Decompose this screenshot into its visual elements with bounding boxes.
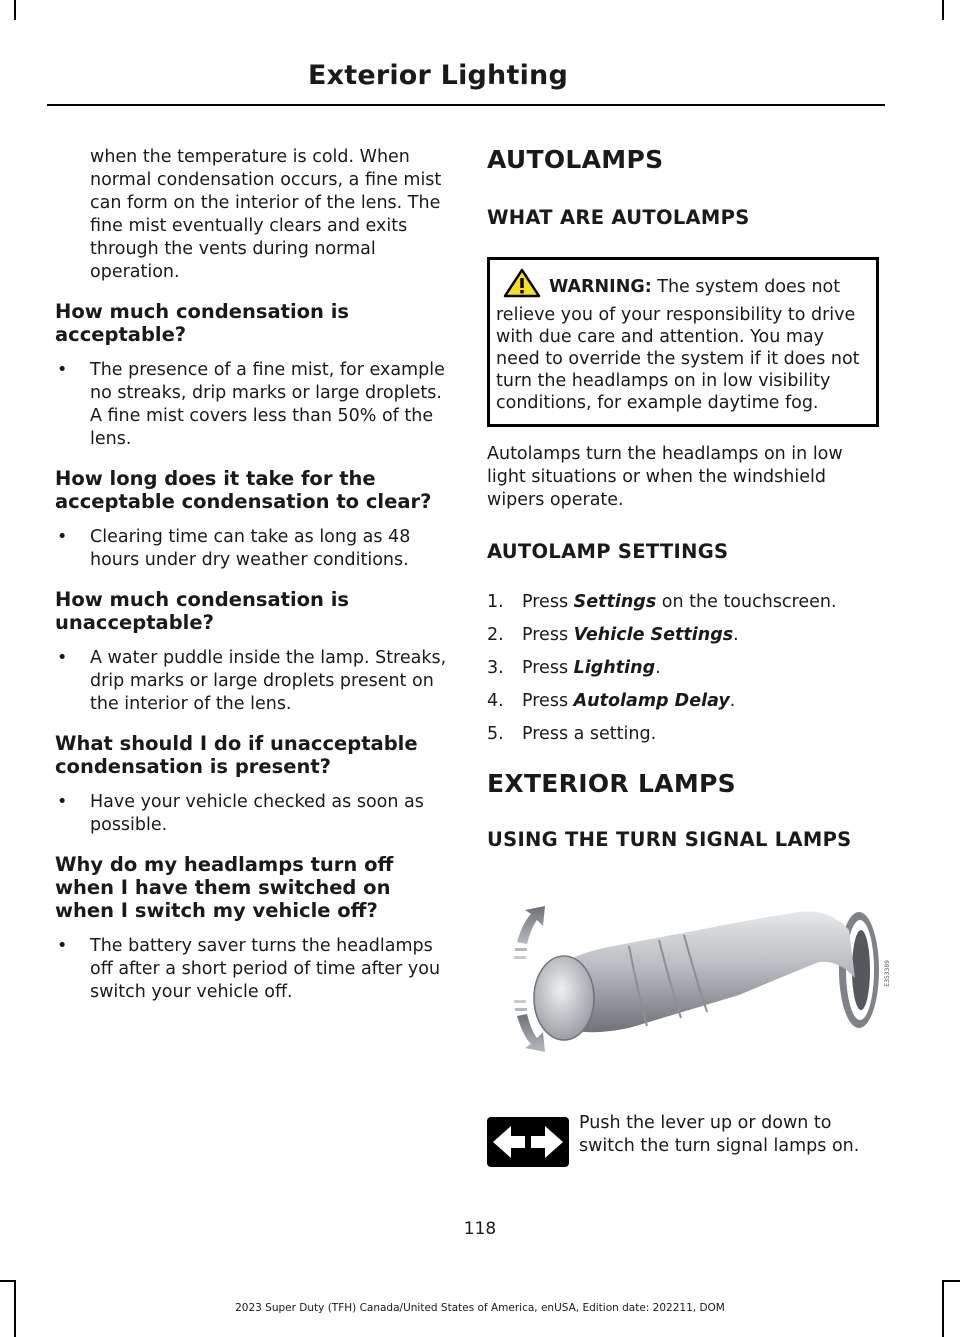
step-text: Press a setting. bbox=[522, 724, 657, 744]
step-number: 4. bbox=[487, 691, 504, 711]
crop-mark-top-right bbox=[942, 0, 944, 20]
faq-heading: What should I do if unacceptable condensation is present? bbox=[55, 732, 418, 778]
step-item bbox=[487, 591, 879, 614]
turn-signal-heading: USING THE TURN SIGNAL LAMPS bbox=[487, 828, 852, 851]
page-number: 118 bbox=[463, 1219, 497, 1239]
step-menu-label: Settings bbox=[573, 592, 657, 612]
bullet-text: Have your vehicle checked as soon as possible. bbox=[90, 792, 424, 835]
step-suffix: on the touchscreen. bbox=[656, 592, 837, 612]
faq-bullet bbox=[55, 359, 450, 451]
intro-paragraph: when the temperature is cold. When normal condensation occurs, a fine mist can form on the interior of the lens. The fine mist eventually clears and exits through the vents during normal operation. bbox=[90, 147, 442, 282]
crop-mark-left-bottom-h bbox=[0, 1280, 15, 1282]
page-title: Exterior Lighting bbox=[307, 60, 568, 91]
faq-heading: Why do my headlamps turn off when I have them switched on when I switch my vehicle off? bbox=[55, 853, 394, 922]
turn-signal-caption: Push the lever up or down to switch the turn signal lamps on. bbox=[579, 1113, 860, 1156]
step-item bbox=[487, 657, 879, 680]
bullet-text: Clearing time can take as long as 48 hours under dry weather conditions. bbox=[90, 527, 411, 570]
settings-steps bbox=[487, 591, 879, 746]
turn-signal-icon bbox=[487, 1117, 569, 1167]
warning-triangle-icon bbox=[503, 268, 541, 304]
bullet-text: The battery saver turns the headlamps off after a short period of time after you switch your vehicle off. bbox=[90, 936, 441, 1002]
what-are-autolamps-heading: WHAT ARE AUTOLAMPS bbox=[487, 206, 750, 229]
faq-section bbox=[55, 853, 450, 1004]
bullet-text: A water puddle inside the lamp. Streaks, drip marks or large droplets present on the interior of the lens. bbox=[90, 648, 447, 714]
step-number: 5. bbox=[487, 724, 504, 744]
header-divider bbox=[47, 104, 885, 106]
autolamp-settings-heading: AUTOLAMP SETTINGS bbox=[487, 540, 729, 563]
warning-box bbox=[487, 257, 879, 427]
exterior-lamps-heading: EXTERIOR LAMPS bbox=[487, 769, 736, 798]
step-item bbox=[487, 624, 879, 647]
bullet-symbol: • bbox=[57, 792, 68, 812]
faq-bullet bbox=[55, 791, 450, 837]
warning-text: The system does not relieve you of your responsibility to drive with due care and attention. You may need to override the system if it does not turn the headlamps on in low visibility conditions, for example daytime fog. bbox=[496, 277, 860, 413]
warning-label: WARNING: bbox=[549, 277, 652, 297]
faq-section bbox=[55, 467, 450, 572]
step-suffix: . bbox=[655, 658, 661, 678]
footer-edition: 2023 Super Duty (TFH) Canada/United States of America, enUSA, Edition date: 202211, DOM bbox=[235, 1302, 725, 1314]
bullet-text: The presence of a fine mist, for example no streaks, drip marks or large droplets. A fine mist covers less than 50% of the lens. bbox=[90, 360, 445, 449]
faq-bullet bbox=[55, 647, 450, 716]
autolamps-description: Autolamps turn the headlamps on in low light situations or when the windshield wipers operate. bbox=[487, 444, 843, 510]
autolamps-heading: AUTOLAMPS bbox=[487, 145, 664, 174]
step-number: 3. bbox=[487, 658, 504, 678]
bullet-symbol: • bbox=[57, 936, 68, 956]
faq-section bbox=[55, 300, 450, 451]
step-number: 2. bbox=[487, 625, 504, 645]
step-menu-label: Vehicle Settings bbox=[573, 625, 734, 645]
faq-section bbox=[55, 732, 450, 837]
step-suffix: . bbox=[729, 691, 736, 711]
up-arrow-icon bbox=[514, 906, 545, 959]
faq-bullet bbox=[55, 935, 450, 1004]
crop-mark-top-left bbox=[14, 0, 16, 20]
turn-signal-lever-illustration bbox=[509, 900, 891, 1060]
faq-bullet bbox=[55, 526, 450, 572]
step-suffix: . bbox=[733, 625, 739, 645]
faq-section bbox=[55, 588, 450, 716]
step-text: Press bbox=[522, 592, 574, 612]
faq-heading: How long does it take for the acceptable condensation to clear? bbox=[55, 467, 432, 513]
step-menu-label: Lighting bbox=[573, 658, 656, 678]
left-column bbox=[55, 146, 450, 1018]
crop-mark-right-bottom-h bbox=[943, 1280, 960, 1282]
right-column bbox=[487, 146, 879, 879]
faq-heading: How much condensation is unacceptable? bbox=[55, 588, 349, 634]
step-item bbox=[487, 690, 879, 713]
bullet-symbol: • bbox=[57, 527, 68, 547]
step-text: Press bbox=[522, 691, 574, 711]
step-text: Press bbox=[522, 625, 574, 645]
bullet-symbol: • bbox=[57, 360, 68, 380]
step-number: 1. bbox=[487, 592, 504, 612]
step-text: Press bbox=[522, 658, 574, 678]
lever-body bbox=[549, 911, 855, 1032]
step-menu-label: Autolamp Delay bbox=[573, 691, 730, 711]
faq-heading: How much condensation is acceptable? bbox=[55, 300, 349, 346]
step-item bbox=[487, 723, 879, 746]
figure-code: E353389 bbox=[884, 960, 891, 987]
lever-end-cap bbox=[534, 956, 594, 1040]
bullet-symbol: • bbox=[57, 648, 68, 668]
